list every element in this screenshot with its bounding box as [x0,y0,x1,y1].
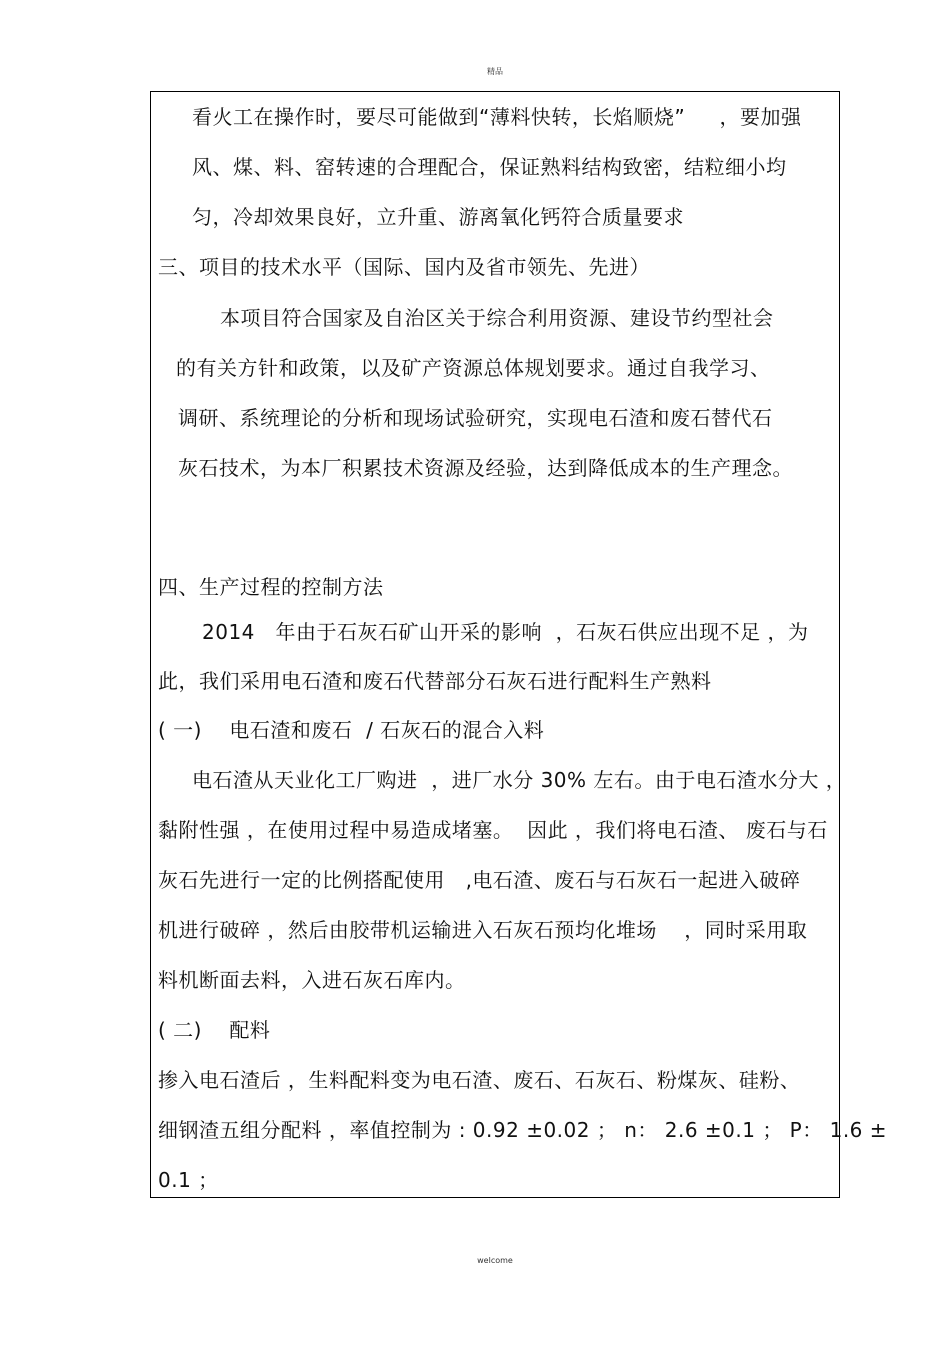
text-line: 黏附性强 ，在使用过程中易造成堵塞。 因此 ，我们将电石渣、 废石与石 [158,818,828,842]
section-heading: 四、生产过程的控制方法 [158,575,384,599]
section-heading: 三、项目的技术水平（国际、国内及省市领先、先进） [158,255,650,279]
text-line: 细钢渣五组分配料 ，率值控制为 : 0.92 ±0.02 ； n： 2.6 ±0.1 ； P： 1.6 ± [158,1118,888,1142]
text-line: 料机断面去料，入进石灰石库内。 [158,968,466,992]
subsection-heading: ( 一) 电石渣和废石 / 石灰石的混合入料 [158,718,545,742]
text-line: 机进行破碎 ，然后由胶带机运输进入石灰石预均化堆场 ，同时采用取 [158,918,808,942]
header-watermark: 精品 [487,67,503,76]
text-line: 此，我们采用电石渣和废石代替部分石灰石进行配料生产熟料 [158,669,712,693]
text-line: 灰石技术，为本厂积累技术资源及经验，达到降低成本的生产理念。 [178,456,793,480]
text-line: 电石渣从天业化工厂购进 ，进厂水分 30% 左右。由于电石渣水分大 ， [192,768,847,792]
text-line: 匀，冷却效果良好，立升重、游离氧化钙符合质量要求 [192,205,684,229]
text-line: 掺入电石渣后 ，生料配料变为电石渣、废石、石灰石、粉煤灰、硅粉、 [158,1068,801,1092]
subsection-heading: ( 二) 配料 [158,1018,271,1042]
text-line: 2014 年由于石灰石矿山开采的影响 ，石灰石供应出现不足 ，为 [202,620,809,644]
text-line: 的有关方针和政策，以及矿产资源总体规划要求。通过自我学习、 [176,356,771,380]
text-line: 调研、系统理论的分析和现场试验研究，实现电石渣和废石替代石 [178,406,773,430]
footer-watermark: welcome [477,1256,513,1265]
text-line: 风、煤、料、窑转速的合理配合，保证熟料结构致密，结粒细小均 [192,155,787,179]
text-line: 0.1 ； [158,1168,219,1192]
text-line: 看火工在操作时，要尽可能做到“薄料快转，长焰顺烧” ，要加强 [192,105,802,129]
text-line: 本项目符合国家及自治区关于综合利用资源、建设节约型社会 [220,306,774,330]
text-line: 灰石先进行一定的比例搭配使用 ,电石渣、废石与石灰石一起进入破碎 [158,868,801,892]
